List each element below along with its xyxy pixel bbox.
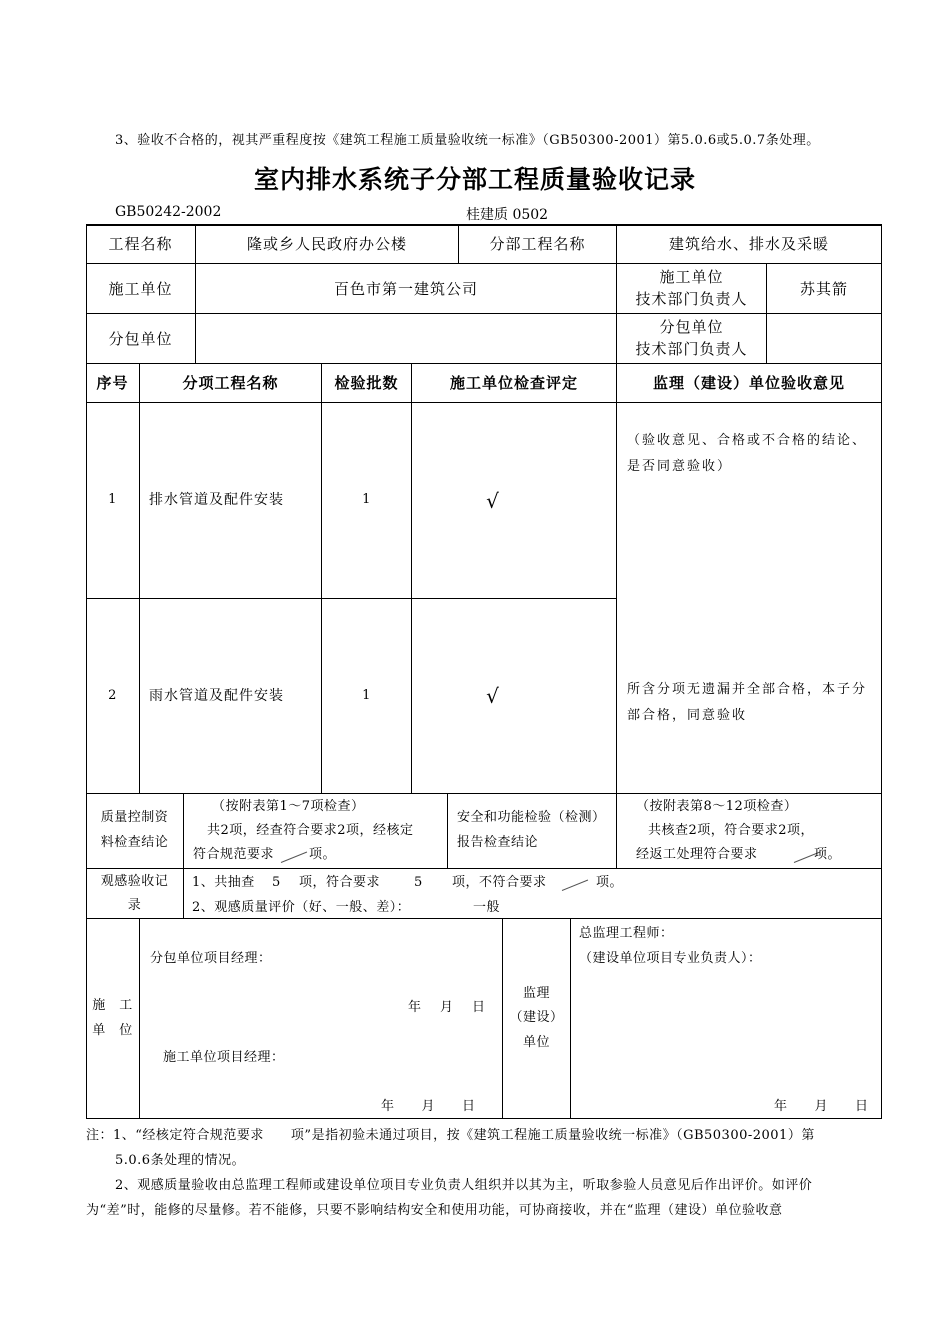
subcontractor-value [196,314,616,363]
appearance-label-line1: 观感验收记 [100,874,169,890]
footnote-2-line1: 2、观感质量验收由总监理工程师或建设单位项目专业负责人组织并以其为主，听取参验人员意见后作出评价。如评价 [115,1178,813,1193]
qc-line2: 共2项，经查符合要求2项，经核定 [207,823,414,838]
safety-line1: （按附表第8～12项检查） [636,799,798,814]
supervisor-sign-label-line2: （建设） [509,1010,564,1026]
subcontractor-label: 分包单位 [108,329,173,348]
owner-representative-signature: （建设单位项目专业负责人）： [579,951,762,966]
contractor-tech-label-line2: 技术部门负责人 [635,289,748,308]
contractor-tech-lead-label [617,264,766,313]
supervisor-sign-label-line1: 监理 [522,986,550,1002]
appearance-sampled-count: 5 [272,875,281,890]
appearance-pass-count: 5 [414,875,423,890]
contractor-manager-signature: 施工单位项目经理： [163,1050,285,1065]
qc-line1: （按附表第1～7项检查） [212,799,365,814]
contractor-tech-lead-value: 苏其箭 [799,279,848,298]
contractor-value: 百色市第一建筑公司 [333,279,478,298]
subcontractor-manager-signature: 分包单位项目经理： [150,951,272,966]
top-note: 3、验收不合格的，视其严重程度按《建筑工程施工质量验收统一标准》（GB50300-2001）第5.0.6或5.0.7条处理。 [115,133,820,148]
appearance-label-line2: 录 [127,897,142,913]
footnote-2-line2: 为“差”时，能修的尽量修。若不能修，只要不影响结构安全和使用功能，可协商接收，并在“监理（建设）单位验收意 [86,1203,783,1218]
footnote-1-line1: 注：1、“经核定符合规范要求 项”是指初验未通过项目，按《建筑工程施工质量验收统一标准》（GB50300-2001）第 [86,1128,815,1143]
contractor-sign-date: 年 月 日 [381,1099,476,1114]
subcontractor-tech-lead-label [617,314,766,363]
table-row-2-check-mark: √ [486,684,500,708]
col-header-no: 序号 [96,374,129,392]
table-row-2-no: 2 [108,687,117,703]
qc-label-line1: 质量控制资 [100,810,169,826]
subsection-name-label: 分部工程名称 [489,235,586,253]
safety-line3a: 经返工处理符合要求 [636,847,758,862]
table-row-1-batches: 1 [362,492,371,508]
appearance-line2: 2、观感质量评价（好、一般、差）： [192,900,411,915]
qc-label-line2: 料检查结论 [100,835,169,850]
contractor-sign-label-line1: 施 工 [92,997,133,1013]
form-code: 桂建质 0502 [466,207,549,223]
appearance-line1-d: 项。 [596,875,624,890]
safety-line2: 共核查2项，符合要求2项， [648,823,815,838]
project-name-label: 工程名称 [108,235,173,253]
qc-blank-slash [281,852,307,863]
table-row-1-check-mark: √ [486,488,500,513]
chief-engineer-signature: 总监理工程师： [579,926,674,941]
footnote-1-line2: 5.0.6条处理的情况。 [115,1153,246,1168]
appearance-rating: 一般 [473,900,501,915]
appearance-line1-a: 1、共抽查 [192,875,255,890]
safety-label-line1: 安全和功能检验（检测） [457,810,606,825]
qc-line3a: 符合规范要求 [193,847,275,862]
project-name-value: 隆或乡人民政府办公楼 [246,235,407,253]
standard-code: GB50242-2002 [115,204,222,220]
supervisor-opinion-hint: （验收意见、合格或不合格的结论、是否同意验收） [627,433,868,474]
col-header-contractor-eval: 施工单位检查评定 [449,374,578,392]
supervisor-opinion-text: 所含分项无遗漏并全部合格，本子分部合格，同意验收 [627,682,868,723]
quality-control-label [86,794,183,868]
subcontractor-tech-lead-value [767,314,881,363]
col-header-item-name: 分项工程名称 [182,374,279,392]
safety-label-line2: 报告检查结论 [457,835,539,850]
supervisor-sign-date: 年 月 日 [774,1099,869,1114]
supervisor-sign-label [503,919,570,1118]
contractor-sign-label-line2: 单 位 [92,1022,133,1038]
table-row-2-batches: 1 [362,687,371,703]
page-title: 室内排水系统子分部工程质量验收记录 [253,165,696,194]
subcontractor-sign-date: 年 月 日 [408,1000,489,1015]
appearance-label [86,869,183,918]
table-row-2-name: 雨水管道及配件安装 [149,687,284,704]
subsection-name-value: 建筑给水、排水及采暖 [668,235,829,253]
table-row-1-name: 排水管道及配件安装 [149,492,284,509]
contractor-sign-label [86,919,139,1118]
appearance-line1-c: 项，不符合要求 [452,875,547,890]
safety-line3b: 项。 [814,847,842,862]
contractor-label: 施工单位 [108,279,173,298]
appearance-line1-b: 项，符合要求 [299,875,381,890]
sub-tech-label-line2: 技术部门负责人 [635,339,748,358]
table-row-1-no: 1 [108,492,117,508]
qc-line3b: 项。 [309,847,337,862]
sub-tech-label-line1: 分包单位 [659,317,724,336]
contractor-tech-label-line1: 施工单位 [659,267,724,286]
supervisor-sign-label-line3: 单位 [522,1034,550,1050]
appearance-blank-slash [562,880,588,891]
col-header-batch-count: 检验批数 [334,374,399,392]
col-header-supervisor-opinion: 监理（建设）单位验收意见 [652,374,845,392]
